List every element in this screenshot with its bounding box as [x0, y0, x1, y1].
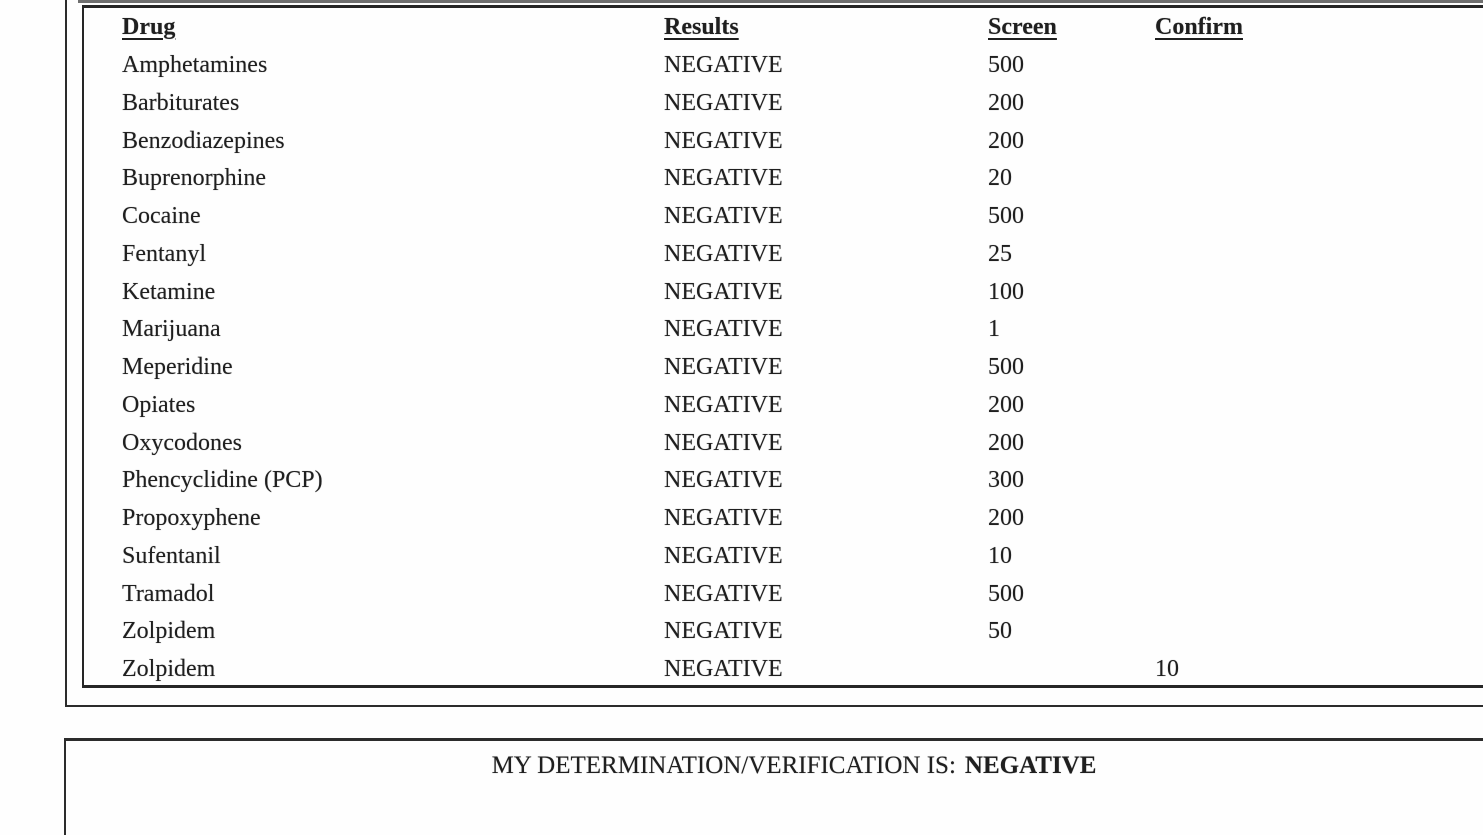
cell-results: NEGATIVE [664, 278, 783, 305]
cell-drug: Oxycodones [122, 429, 242, 456]
cell-screen: 200 [988, 89, 1024, 116]
cell-results: NEGATIVE [664, 429, 783, 456]
cell-drug: Phencyclidine (PCP) [122, 467, 323, 494]
cell-drug: Meperidine [122, 354, 233, 380]
cell-results: NEGATIVE [664, 618, 783, 645]
table-row [82, 311, 1483, 349]
cell-drug: Benzodiazepines [122, 127, 285, 154]
table-header-row [82, 9, 1483, 47]
table-row [82, 160, 1483, 198]
cell-results: NEGATIVE [664, 165, 783, 192]
cell-screen: 200 [988, 505, 1024, 531]
table-row [82, 47, 1483, 85]
cell-drug: Cocaine [122, 203, 201, 229]
cell-drug: Buprenorphine [122, 165, 266, 192]
cell-results: NEGATIVE [664, 203, 783, 229]
table-row [82, 85, 1483, 123]
cell-screen: 500 [988, 354, 1024, 380]
cell-screen: 1 [988, 316, 1000, 343]
cell-screen: 500 [988, 203, 1024, 229]
cell-drug: Barbiturates [122, 89, 240, 116]
cell-results: NEGATIVE [664, 656, 783, 682]
cell-drug: Tramadol [122, 580, 215, 607]
cell-drug: Fentanyl [122, 240, 206, 267]
cell-results: NEGATIVE [664, 580, 783, 607]
cell-drug: Propoxyphene [122, 505, 261, 531]
cell-drug: Ketamine [122, 278, 216, 305]
table-row [82, 613, 1483, 651]
cell-screen: 300 [988, 467, 1024, 494]
cell-confirm: 10 [1155, 656, 1179, 682]
determination-text [64, 750, 1483, 782]
cell-results: NEGATIVE [664, 354, 783, 380]
cell-screen: 200 [988, 429, 1024, 456]
determination-value: NEGATIVE [964, 752, 1097, 779]
cell-screen: 500 [988, 580, 1024, 607]
cell-drug: Amphetamines [122, 52, 268, 78]
cell-screen: 50 [988, 618, 1012, 645]
cell-results: NEGATIVE [664, 467, 783, 494]
cell-drug: Zolpidem [122, 618, 216, 645]
cell-drug: Zolpidem [122, 656, 216, 682]
table-row [82, 274, 1483, 312]
cell-drug: Sufentanil [122, 542, 221, 569]
cell-screen: 200 [988, 127, 1024, 154]
cell-results: NEGATIVE [664, 391, 783, 418]
table-row [82, 538, 1483, 576]
table-row [82, 198, 1483, 236]
table-row [82, 576, 1483, 614]
cell-screen: 200 [988, 391, 1024, 418]
cell-results: NEGATIVE [664, 240, 783, 267]
cell-drug: Marijuana [122, 316, 221, 343]
table-row [82, 387, 1483, 425]
table-row [82, 500, 1483, 538]
cell-screen: 10 [988, 542, 1012, 569]
cell-results: NEGATIVE [664, 542, 783, 569]
cell-results: NEGATIVE [664, 505, 783, 531]
cell-screen: 500 [988, 52, 1024, 78]
header-confirm: Confirm [1155, 14, 1243, 40]
cell-screen: 100 [988, 278, 1024, 305]
results-table-rows [82, 47, 1483, 689]
table-row [82, 349, 1483, 387]
table-row [82, 123, 1483, 161]
cell-drug: Opiates [122, 391, 196, 418]
cell-results: NEGATIVE [664, 89, 783, 116]
cell-results: NEGATIVE [664, 127, 783, 154]
table-row [82, 651, 1483, 689]
table-row [82, 425, 1483, 463]
determination-label: MY DETERMINATION/VERIFICATION IS: [491, 752, 956, 779]
header-screen: Screen [988, 14, 1057, 40]
cell-screen: 25 [988, 240, 1012, 267]
cell-screen: 20 [988, 165, 1012, 192]
table-row [82, 236, 1483, 274]
header-results: Results [664, 14, 739, 40]
table-row [82, 462, 1483, 500]
cell-results: NEGATIVE [664, 52, 783, 78]
header-drug: Drug [122, 14, 176, 40]
cell-results: NEGATIVE [664, 316, 783, 343]
